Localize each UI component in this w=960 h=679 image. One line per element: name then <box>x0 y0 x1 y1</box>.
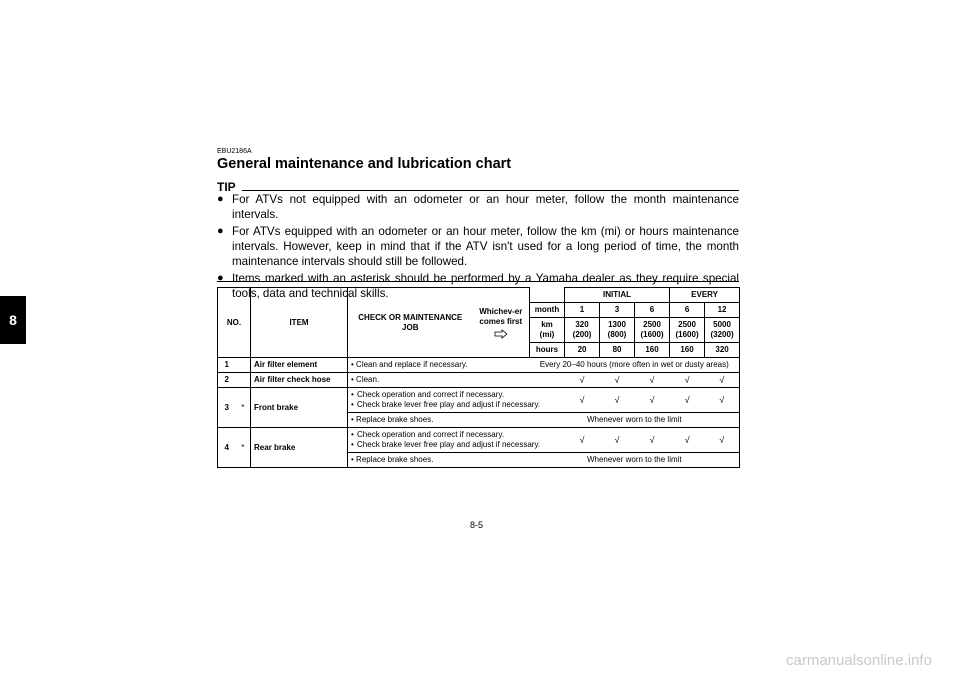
table-row <box>218 428 740 453</box>
tip-rule <box>242 190 739 191</box>
watermark: carmanualsonline.info <box>786 652 932 669</box>
check-mark: √ <box>670 388 705 413</box>
tip-bottom-rule <box>217 281 739 282</box>
bullet-icon: • <box>351 390 354 399</box>
job-line <box>351 440 562 450</box>
arrow-right-icon <box>494 329 508 339</box>
table-row <box>218 388 740 413</box>
row-job: • Clean. <box>348 373 565 388</box>
job-line <box>351 390 562 400</box>
check-mark: √ <box>565 388 600 413</box>
row-asterisk <box>236 373 251 388</box>
check-mark: √ <box>600 388 635 413</box>
row-asterisk <box>236 358 251 373</box>
tip-label: TIP <box>217 180 236 194</box>
maintenance-chart <box>217 287 740 468</box>
header-every: EVERY <box>670 288 740 303</box>
check-mark: √ <box>565 373 600 388</box>
header-corner <box>530 288 565 303</box>
check-mark: √ <box>600 373 635 388</box>
job-text: Check brake lever free play and adjust if necessary. <box>357 400 541 409</box>
bullet-icon: • <box>351 430 354 439</box>
interval-value: 160 <box>635 343 670 358</box>
check-mark: √ <box>600 428 635 453</box>
interval-value: 80 <box>600 343 635 358</box>
row-job: • Replace brake shoes. <box>348 453 530 468</box>
job-line <box>351 430 562 440</box>
tip-item-text: For ATVs not equipped with an odometer or an hour meter, follow the month maintenance intervals. <box>232 193 739 221</box>
row-job <box>348 388 565 413</box>
row-number: 4 <box>218 428 236 468</box>
interval-value: 6 <box>670 303 705 318</box>
interval-value: 2500 (1600) <box>670 318 705 343</box>
interval-value: 6 <box>635 303 670 318</box>
row-job: • Replace brake shoes. <box>348 413 530 428</box>
interval-unit: km (mi) <box>530 318 565 343</box>
check-mark: √ <box>705 373 740 388</box>
bullet-icon: • <box>351 400 354 409</box>
header-no: NO. <box>218 288 251 358</box>
header-whichever <box>473 288 530 358</box>
check-mark: √ <box>670 373 705 388</box>
page-number: 8-5 <box>470 520 484 530</box>
row-asterisk: * <box>236 388 251 428</box>
bullet-icon: ● <box>217 193 224 205</box>
tip-item <box>217 192 739 222</box>
tip-item-text: Items marked with an asterisk should be performed by a Yamaha dealer as they require special tools, data and technical skills. <box>232 272 739 300</box>
bullet-icon: ● <box>217 272 224 284</box>
interval-value: 320 (200) <box>565 318 600 343</box>
check-mark: √ <box>635 373 670 388</box>
interval-value: 3 <box>600 303 635 318</box>
job-text: Check brake lever free play and adjust if necessary. <box>357 440 541 449</box>
interval-value: 5000 (3200) <box>705 318 740 343</box>
table-row <box>218 358 740 373</box>
page-title: General maintenance and lubrication chart <box>217 156 512 172</box>
interval-value: 12 <box>705 303 740 318</box>
row-job <box>348 428 565 453</box>
header-job: CHECK OR MAINTENANCE JOB <box>348 288 473 358</box>
row-item: Front brake <box>251 388 348 428</box>
row-item: Air filter check hose <box>251 373 348 388</box>
check-mark: √ <box>705 428 740 453</box>
job-text: Check operation and correct if necessary. <box>357 390 505 399</box>
interval-value: 2500 (1600) <box>635 318 670 343</box>
job-line <box>351 400 562 410</box>
check-mark: √ <box>635 388 670 413</box>
interval-value: 20 <box>565 343 600 358</box>
check-mark: √ <box>670 428 705 453</box>
row-item: Rear brake <box>251 428 348 468</box>
chapter-tab: 8 <box>0 296 26 344</box>
interval-value: 160 <box>670 343 705 358</box>
row-interval-note: Every 20–40 hours (more often in wet or dusty areas) <box>530 358 740 373</box>
row-asterisk: * <box>236 428 251 468</box>
check-mark: √ <box>705 388 740 413</box>
tip-item <box>217 224 739 269</box>
header-whichever-text: Whichev-er comes first <box>479 306 523 326</box>
table-row <box>218 373 740 388</box>
row-number: 2 <box>218 373 236 388</box>
bullet-icon: • <box>351 440 354 449</box>
header-item: ITEM <box>251 288 348 358</box>
interval-unit: month <box>530 303 565 318</box>
row-interval-note: Whenever worn to the limit <box>530 413 740 428</box>
check-mark: √ <box>635 428 670 453</box>
interval-value: 1300 (800) <box>600 318 635 343</box>
tip-item-text: For ATVs equipped with an odometer or an hour meter, follow the km (mi) or hours maintenance intervals. However, keep in mind that if the ATV isn't used for a long period of time, the month maintenance intervals should still be followed. <box>232 225 739 268</box>
row-item: Air filter element <box>251 358 348 373</box>
header-initial: INITIAL <box>565 288 670 303</box>
bullet-icon: ● <box>217 225 224 237</box>
row-number: 3 <box>218 388 236 428</box>
interval-unit: hours <box>530 343 565 358</box>
job-text: Check operation and correct if necessary. <box>357 430 505 439</box>
interval-value: 320 <box>705 343 740 358</box>
interval-value: 1 <box>565 303 600 318</box>
row-number: 1 <box>218 358 236 373</box>
section-code: EBU2186A <box>217 148 252 155</box>
row-interval-note: Whenever worn to the limit <box>530 453 740 468</box>
check-mark: √ <box>565 428 600 453</box>
row-job: • Clean and replace if necessary. <box>348 358 530 373</box>
header-row <box>218 288 740 303</box>
